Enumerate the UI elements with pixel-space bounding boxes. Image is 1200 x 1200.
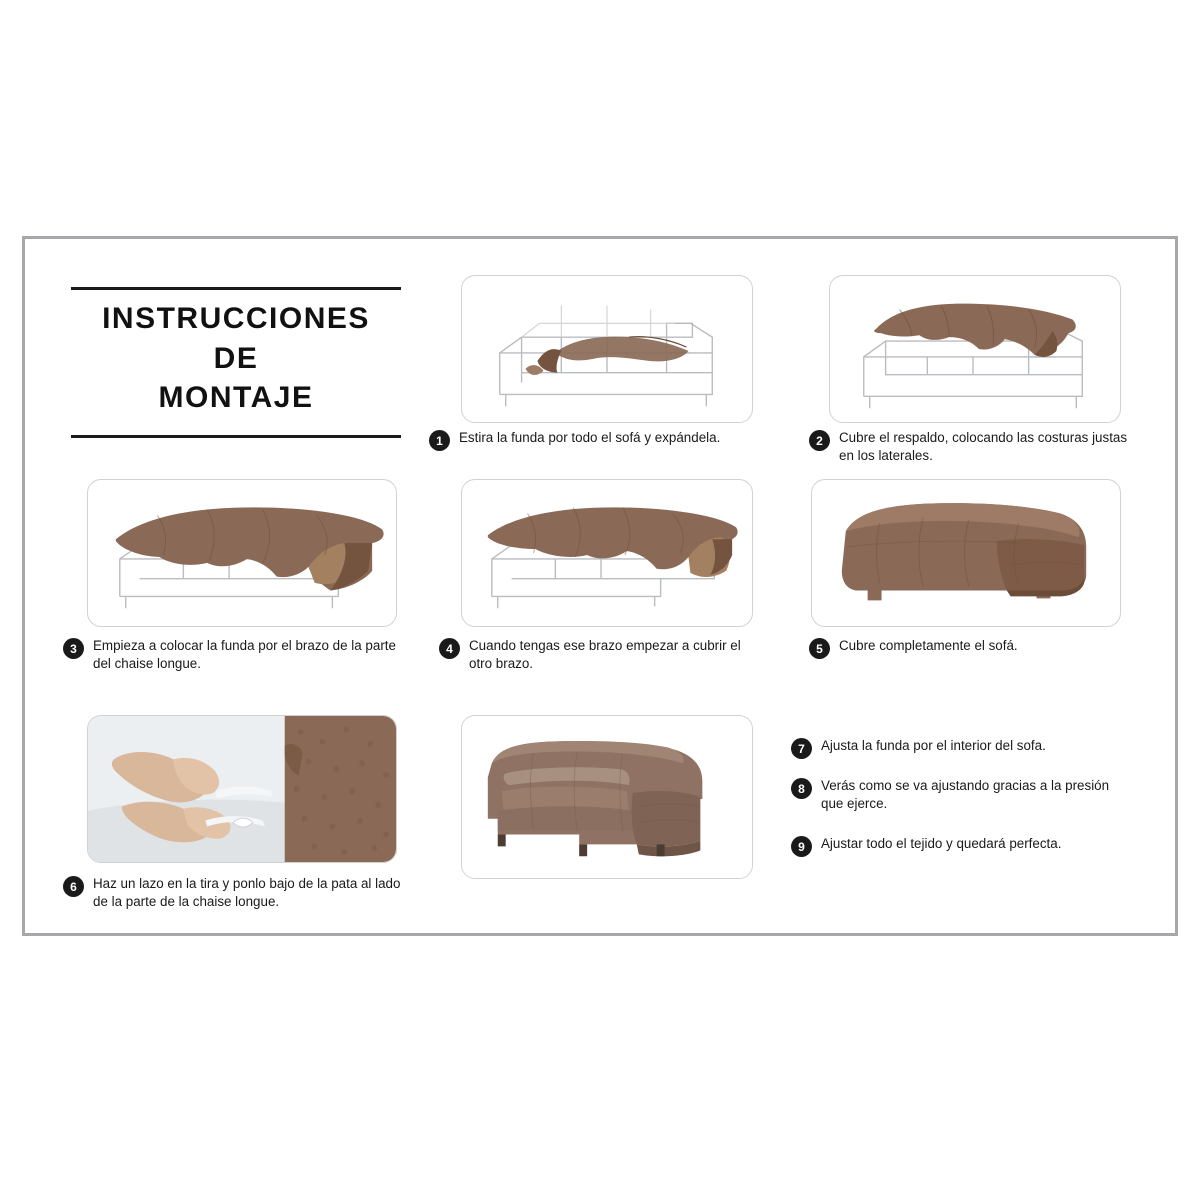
step-text-7: Ajusta la funda por el interior del sofa. <box>821 738 1046 753</box>
step-caption-2 <box>809 429 1129 465</box>
instruction-sheet <box>22 236 1178 936</box>
step-illustration-3 <box>87 479 397 627</box>
sofa-outline-cover-over-chaise-arm-icon <box>88 480 396 626</box>
step-text-8: Verás como se va ajustando gracias a la presión que ejerce. <box>821 778 1110 812</box>
step-number-4: 4 <box>439 638 460 659</box>
finished-sofa-illustration <box>461 715 753 879</box>
step-text-6: Haz un lazo en la tira y ponlo bajo de la pata al lado de la parte de la chaise longue. <box>93 876 401 910</box>
step-illustration-2 <box>829 275 1121 423</box>
step-text-5: Cubre completamente el sofá. <box>839 638 1018 653</box>
step-illustration-1 <box>461 275 753 423</box>
step-number-6: 6 <box>63 876 84 897</box>
step-illustration-5 <box>811 479 1121 627</box>
step-text-3: Empieza a colocar la funda por el brazo de la parte del chaise longue. <box>93 638 396 672</box>
title-line-1: INSTRUCCIONES <box>102 302 370 335</box>
step-caption-3 <box>63 637 403 673</box>
step-caption-4 <box>439 637 759 673</box>
finished-sofa-photo-icon <box>462 716 752 878</box>
step-text-1: Estira la funda por todo el sofá y expándela. <box>459 430 721 445</box>
title-rule-bottom <box>71 435 401 438</box>
title-line-2: DE <box>213 342 259 376</box>
step-caption-7 <box>791 737 1121 759</box>
page-title <box>71 287 401 438</box>
step-text-2: Cubre el respaldo, colocando las costuras justas en los laterales. <box>839 430 1128 464</box>
sofa-outline-cover-over-other-arm-icon <box>462 480 752 626</box>
sofa-outline-with-folded-cover-icon <box>462 276 752 422</box>
sofa-fully-covered-icon <box>812 480 1120 626</box>
step-illustration-4 <box>461 479 753 627</box>
step-illustration-6 <box>87 715 397 863</box>
step-caption-6 <box>63 875 413 911</box>
step-caption-8 <box>791 777 1121 813</box>
step-text-9: Ajustar todo el tejido y quedará perfecta. <box>821 836 1062 851</box>
hands-tying-strap-photo-icon <box>88 716 396 862</box>
step-number-5: 5 <box>809 638 830 659</box>
step-number-3: 3 <box>63 638 84 659</box>
sofa-outline-cover-over-backrest-icon <box>830 276 1120 422</box>
step-caption-9 <box>791 835 1121 857</box>
step-number-9: 9 <box>791 836 812 857</box>
step-number-7: 7 <box>791 738 812 759</box>
title-line-3: MONTAJE <box>158 380 314 414</box>
step-caption-5 <box>809 637 1129 659</box>
step-number-1: 1 <box>429 430 450 451</box>
step-number-8: 8 <box>791 778 812 799</box>
step-caption-1 <box>429 429 759 451</box>
step-text-4: Cuando tengas ese brazo empezar a cubrir el otro brazo. <box>469 638 741 672</box>
step-number-2: 2 <box>809 430 830 451</box>
